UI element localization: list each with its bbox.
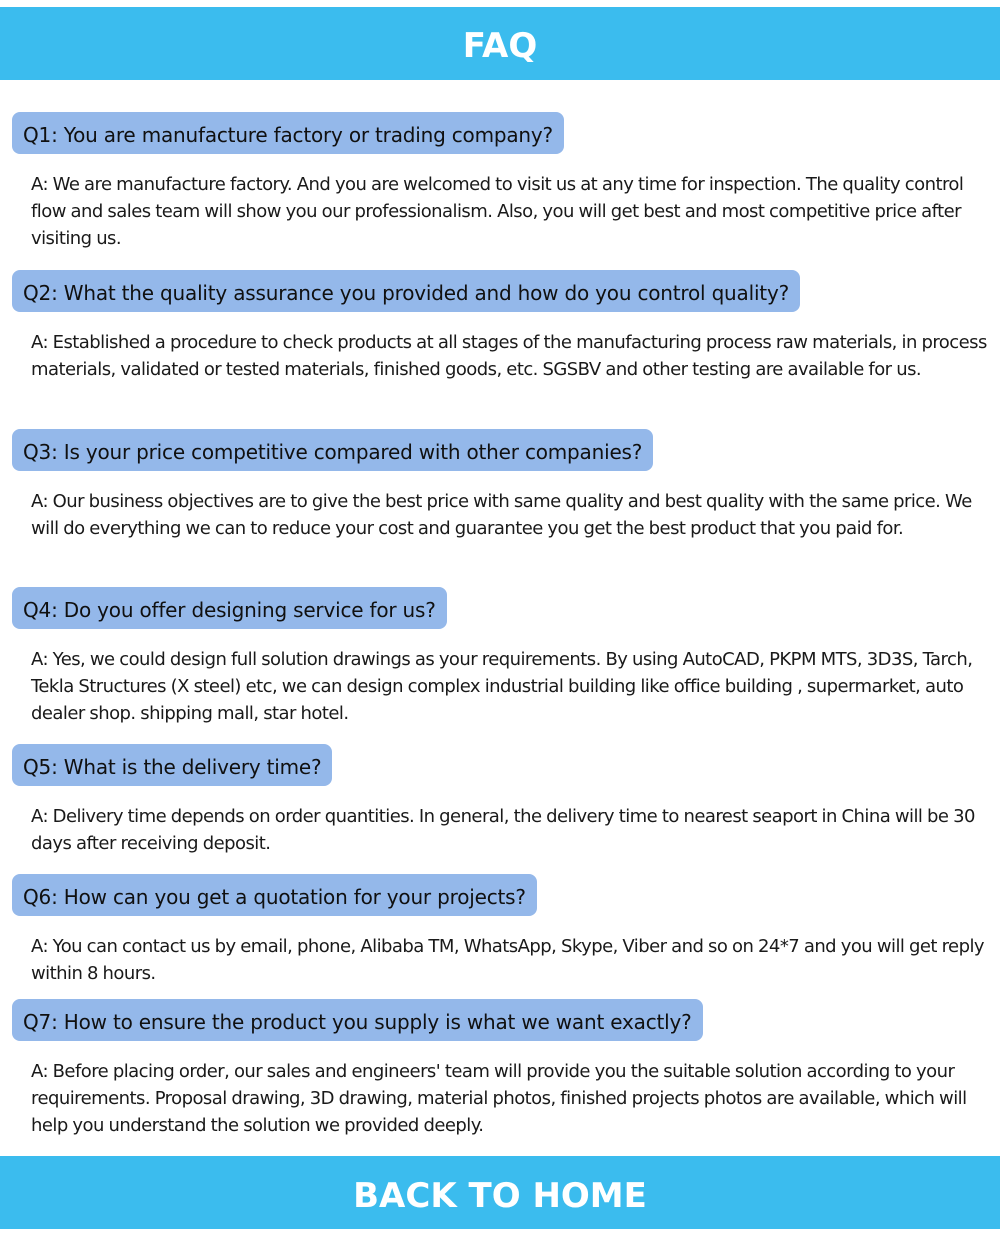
answer-2: A: Established a procedure to check products at all stages of the manufacturing process raw materials, in process materials, validated or tested materials, finished goods, etc. SGSBV and other testing are available for us. bbox=[31, 332, 987, 380]
faq-item-4 bbox=[0, 587, 1000, 727]
question-2: Q2: What the quality assurance you provided and how do you control quality? bbox=[12, 270, 800, 312]
faq-item-6 bbox=[0, 874, 1000, 987]
answer-6: A: You can contact us by email, phone, Alibaba TM, WhatsApp, Skype, Viber and so on 24*7 and you will get reply within 8 hours. bbox=[31, 936, 985, 984]
back-to-home-label: BACK TO HOME bbox=[353, 1176, 647, 1216]
back-to-home-button[interactable] bbox=[0, 1156, 1000, 1229]
faq-item-1 bbox=[0, 112, 1000, 252]
question-6: Q6: How can you get a quotation for your projects? bbox=[12, 874, 537, 916]
answer-5: A: Delivery time depends on order quantities. In general, the delivery time to nearest seaport in China will be 30 days after receiving deposit. bbox=[31, 806, 975, 854]
faq-item-3 bbox=[0, 429, 1000, 542]
faq-item-5 bbox=[0, 744, 1000, 857]
answer-3: A: Our business objectives are to give the best price with same quality and best quality with the same price. We will do everything we can to reduce your cost and guarantee you get the best product that you paid for. bbox=[31, 491, 972, 539]
question-4: Q4: Do you offer designing service for us? bbox=[12, 587, 447, 629]
question-1: Q1: You are manufacture factory or trading company? bbox=[12, 112, 564, 154]
answer-1: A: We are manufacture factory. And you are welcomed to visit us at any time for inspection. The quality control flow and sales team will show you our professionalism. Also, you will get best and most competitive price after visiting us. bbox=[31, 174, 964, 249]
page-title: FAQ bbox=[462, 26, 538, 66]
faq-item-7 bbox=[0, 999, 1000, 1139]
question-3: Q3: Is your price competitive compared with other companies? bbox=[12, 429, 653, 471]
faq-header-banner bbox=[0, 7, 1000, 80]
faq-item-2 bbox=[0, 270, 1000, 383]
question-7: Q7: How to ensure the product you supply is what we want exactly? bbox=[12, 999, 703, 1041]
answer-4: A: Yes, we could design full solution drawings as your requirements. By using AutoCAD, PKPM MTS, 3D3S, Tarch, Tekla Structures (X steel) etc, we can design complex industrial building like office building , supermarket, auto dealer shop. shipping mall, star hotel. bbox=[31, 649, 973, 724]
answer-7: A: Before placing order, our sales and engineers' team will provide you the suitable solution according to your requirements. Proposal drawing, 3D drawing, material photos, finished projects photos are available, which will help you understand the solution we provided deeply. bbox=[31, 1061, 967, 1136]
question-5: Q5: What is the delivery time? bbox=[12, 744, 332, 786]
